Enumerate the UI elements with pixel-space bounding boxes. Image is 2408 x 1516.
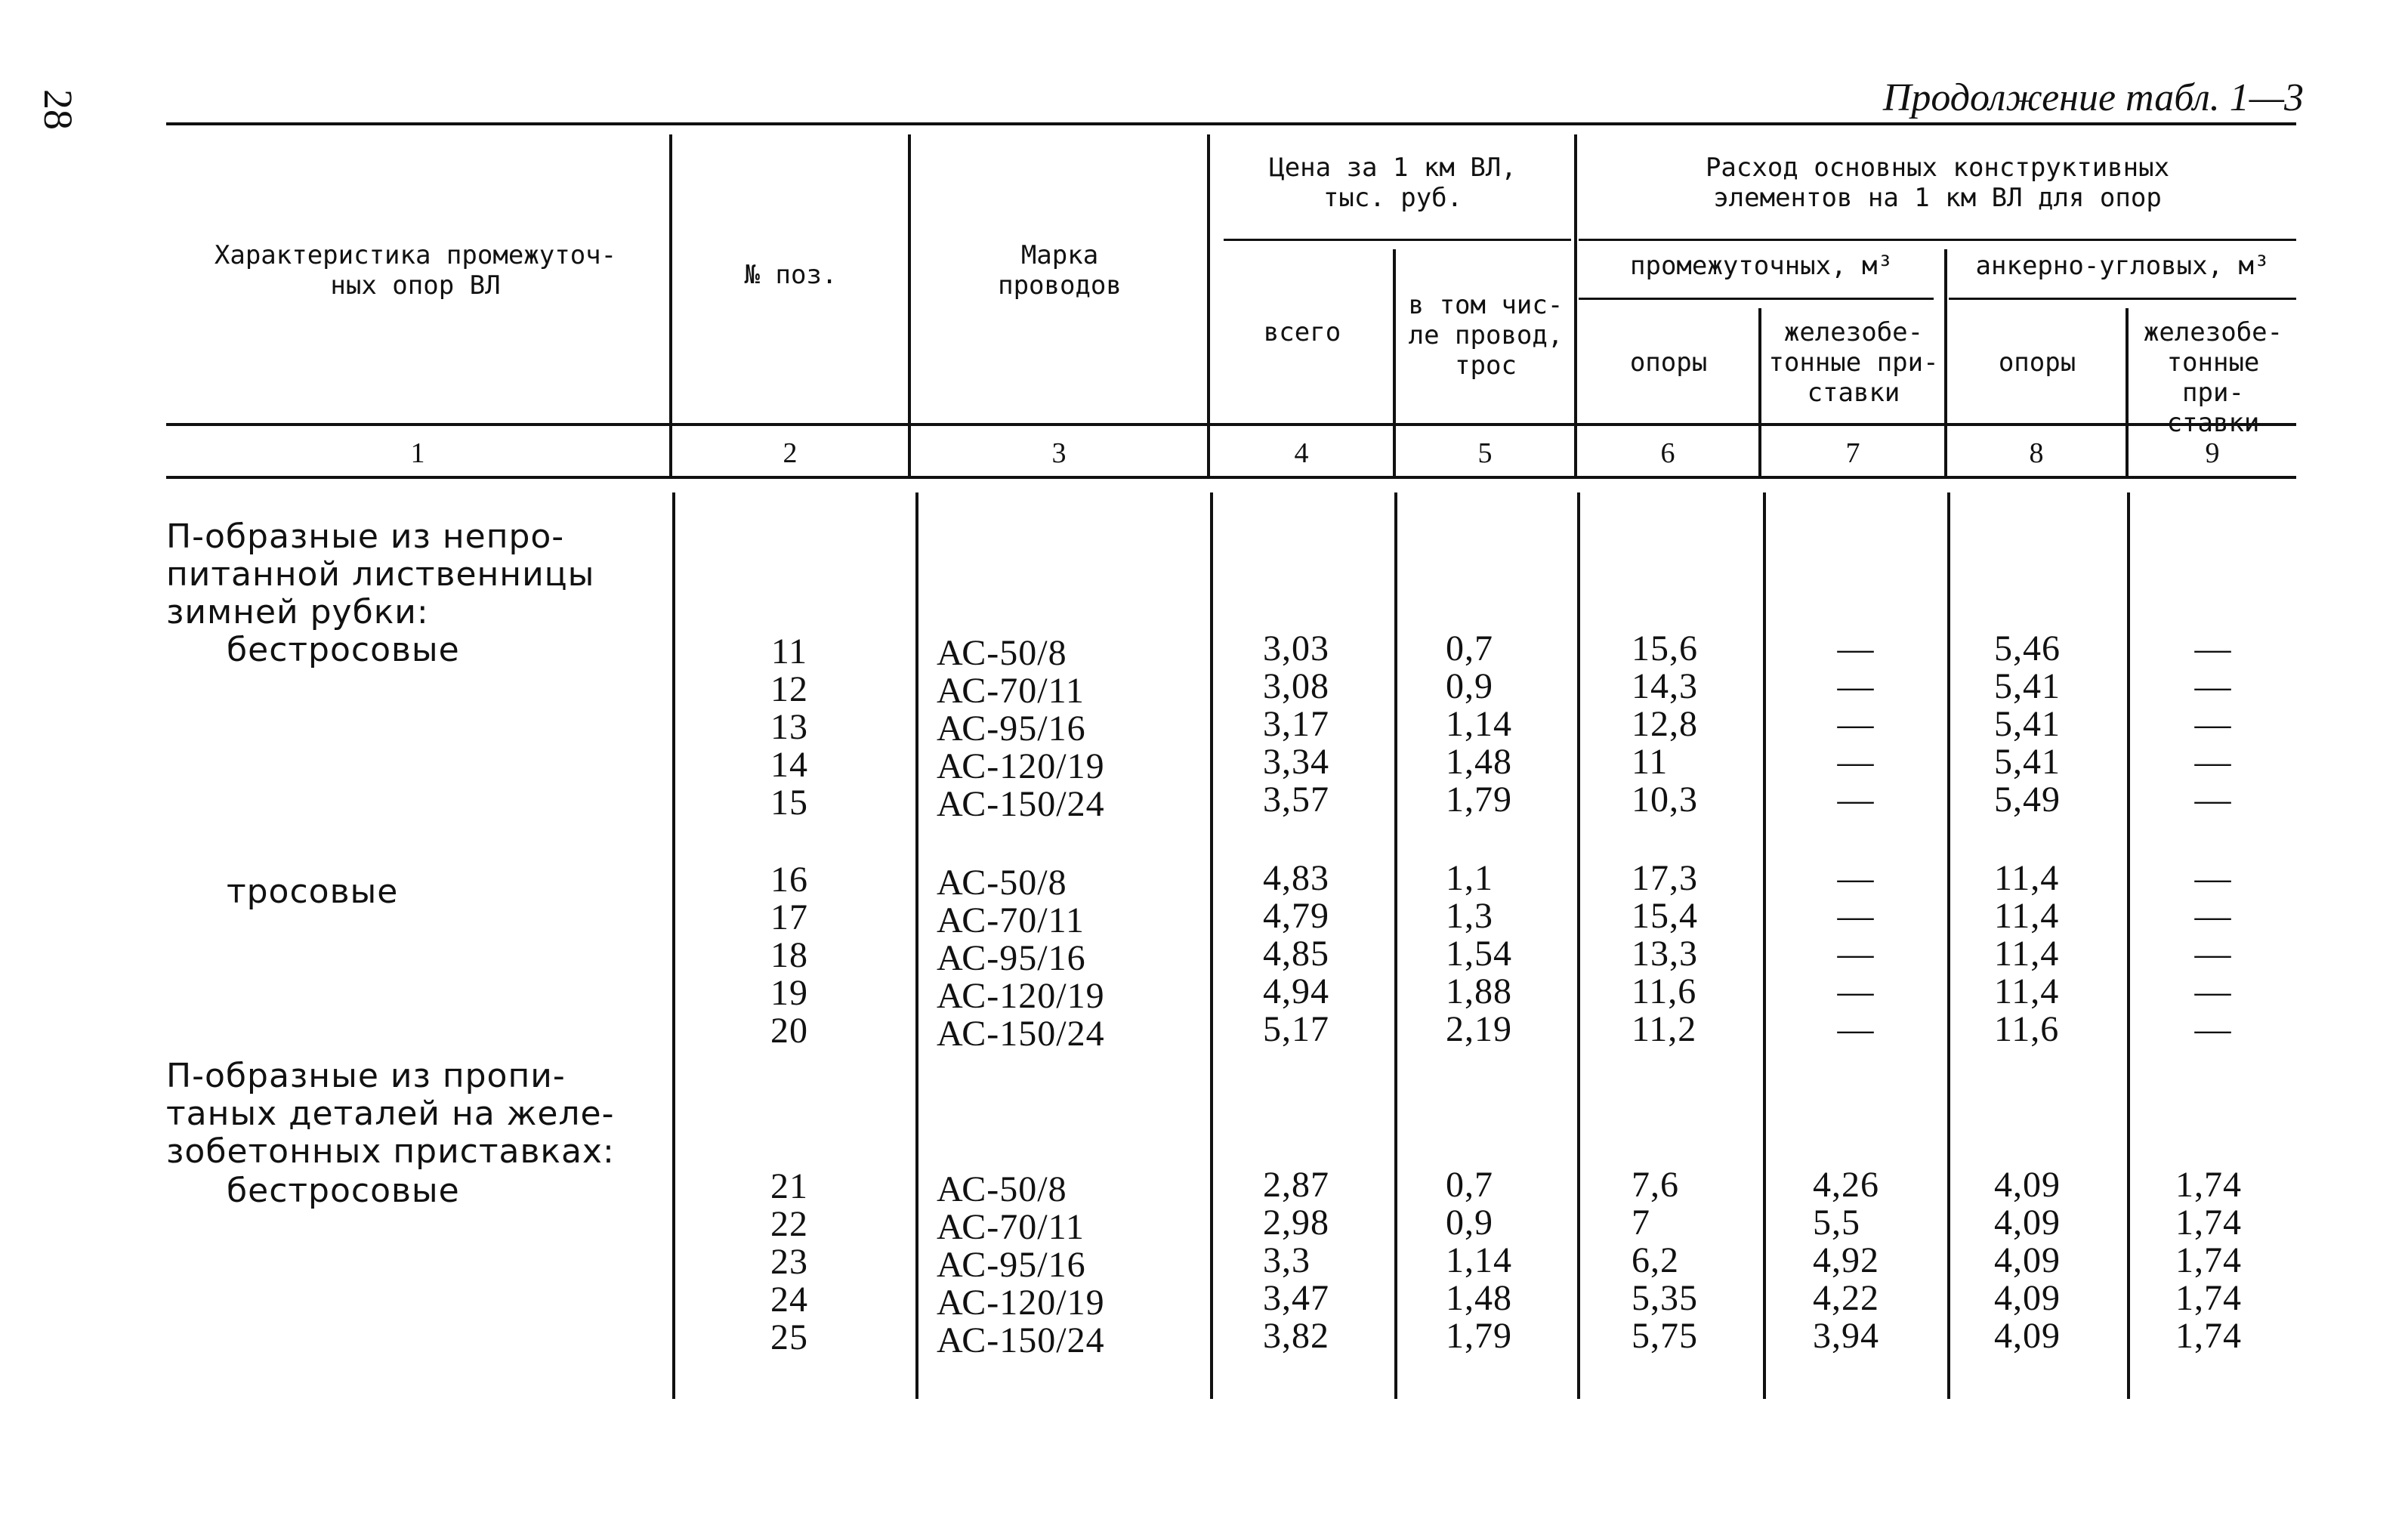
column-number-3: 3 xyxy=(1051,437,1067,469)
header-intermediate-rc-attachments: железобе- тонные при- ставки xyxy=(1768,317,1939,408)
body-separator-6 xyxy=(1763,492,1766,1399)
anchor-subheader-rule xyxy=(1949,298,2296,300)
column-number-6: 6 xyxy=(1660,437,1675,469)
price-wire-values: 0,7 0,9 1,14 1,48 1,79 xyxy=(1446,628,1512,820)
subgroup-label: бестросовые xyxy=(227,1172,460,1210)
position-numbers: 16 17 18 19 20 xyxy=(770,860,808,1051)
column-number-5: 5 xyxy=(1477,437,1493,469)
header-anchor-supports: опоры xyxy=(1998,347,2076,378)
column-number-7: 7 xyxy=(1845,437,1860,469)
header-anchor-rc-attachments: железобе- тонные при- ставки xyxy=(2143,317,2283,438)
body-separator-3 xyxy=(1210,492,1213,1399)
intermediate-supports-values: 7,6 7 6,2 5,35 5,75 xyxy=(1632,1165,1698,1356)
anchor-rc-values: — — — — — xyxy=(2194,628,2232,820)
price-total-values: 4,83 4,79 4,85 4,94 5,17 xyxy=(1263,858,1329,1049)
column-number-9: 9 xyxy=(2205,437,2220,469)
intermediate-rc-values: 4,26 5,5 4,92 4,22 3,94 xyxy=(1813,1165,1879,1356)
column-number-4: 4 xyxy=(1294,437,1309,469)
body-separator-1 xyxy=(672,492,675,1399)
intermediate-rc-values: — — — — — xyxy=(1837,858,1875,1049)
intermediate-rc-values: — — — — — xyxy=(1837,628,1875,820)
anchor-rc-values: 1,74 1,74 1,74 1,74 1,74 xyxy=(2175,1165,2242,1356)
intermediate-supports-values: 17,3 15,4 13,3 11,6 11,2 xyxy=(1632,858,1698,1049)
header-intermediate-supports: опоры xyxy=(1629,347,1708,378)
table-top-rule xyxy=(166,122,2296,125)
price-subheader-rule xyxy=(1224,239,1571,241)
body-separator-7 xyxy=(1947,492,1950,1399)
col-separator-5 xyxy=(1574,134,1577,476)
column-number-2: 2 xyxy=(783,437,798,469)
col-separator-2 xyxy=(908,134,911,476)
header-position-number: № поз. xyxy=(744,260,838,290)
group-title: П-образные из пропи- таных деталей на желе- зобетонных приставках: xyxy=(166,1057,615,1171)
header-price-wire: в том чис- ле провод, трос xyxy=(1408,290,1564,381)
header-bottom-rule xyxy=(166,423,2296,426)
wire-brands: АС-50/8 АС-70/11 АС-95/16 АС-120/19 АС-150/24 xyxy=(937,863,1105,1054)
body-separator-4 xyxy=(1394,492,1397,1399)
anchor-supports-values: 11,4 11,4 11,4 11,4 11,6 xyxy=(1994,858,2060,1049)
column-number-1: 1 xyxy=(410,437,425,469)
group-title: П-образные из непро- питанной лиственницы зимней рубки: xyxy=(166,517,595,631)
anchor-supports-values: 4,09 4,09 4,09 4,09 4,09 xyxy=(1994,1165,2061,1356)
header-intermediate: промежуточных, м³ xyxy=(1630,251,1893,281)
header-characteristic: Характеристика промежуточ- ных опор ВЛ xyxy=(214,240,617,301)
header-wire-brand: Марка проводов xyxy=(998,240,1122,301)
body-separator-5 xyxy=(1577,492,1580,1399)
wire-brands: АС-50/8 АС-70/11 АС-95/16 АС-120/19 АС-150/24 xyxy=(937,1169,1105,1360)
col-separator-1 xyxy=(669,134,672,476)
consumption-subheader-rule xyxy=(1579,239,2296,241)
header-consumption-group: Расход основных конструктивных элементов на 1 км ВЛ для опор xyxy=(1705,153,2170,213)
wire-brands: АС-50/8 АС-70/11 АС-95/16 АС-120/19 АС-150/24 xyxy=(937,633,1105,824)
continuation-title: Продолжение табл. 1—3 xyxy=(1882,76,2304,119)
price-wire-values: 1,1 1,3 1,54 1,88 2,19 xyxy=(1446,858,1512,1049)
price-total-values: 3,03 3,08 3,17 3,34 3,57 xyxy=(1263,628,1329,820)
position-numbers: 21 22 23 24 25 xyxy=(770,1166,808,1357)
page-number: 28 xyxy=(36,89,81,130)
body-separator-2 xyxy=(915,492,918,1399)
price-total-values: 2,87 2,98 3,3 3,47 3,82 xyxy=(1263,1165,1329,1356)
col-separator-3 xyxy=(1207,134,1210,476)
position-numbers: 11 12 13 14 15 xyxy=(770,631,808,823)
intermediate-subheader-rule xyxy=(1579,298,1934,300)
header-price-group: Цена за 1 км ВЛ, тыс. руб. xyxy=(1269,153,1517,213)
colnum-bottom-rule xyxy=(166,476,2296,479)
anchor-rc-values: — — — — — xyxy=(2194,858,2232,1049)
column-number-8: 8 xyxy=(2029,437,2044,469)
price-wire-values: 0,7 0,9 1,14 1,48 1,79 xyxy=(1446,1165,1512,1356)
header-price-total: всего xyxy=(1263,317,1341,347)
subgroup-label: бестросовые xyxy=(227,631,460,669)
header-anchor: анкерно-угловых, м³ xyxy=(1975,251,2270,281)
intermediate-supports-values: 15,6 14,3 12,8 11 10,3 xyxy=(1632,628,1698,820)
anchor-supports-values: 5,46 5,41 5,41 5,41 5,49 xyxy=(1994,628,2061,820)
subgroup-label: тросовые xyxy=(227,872,399,911)
